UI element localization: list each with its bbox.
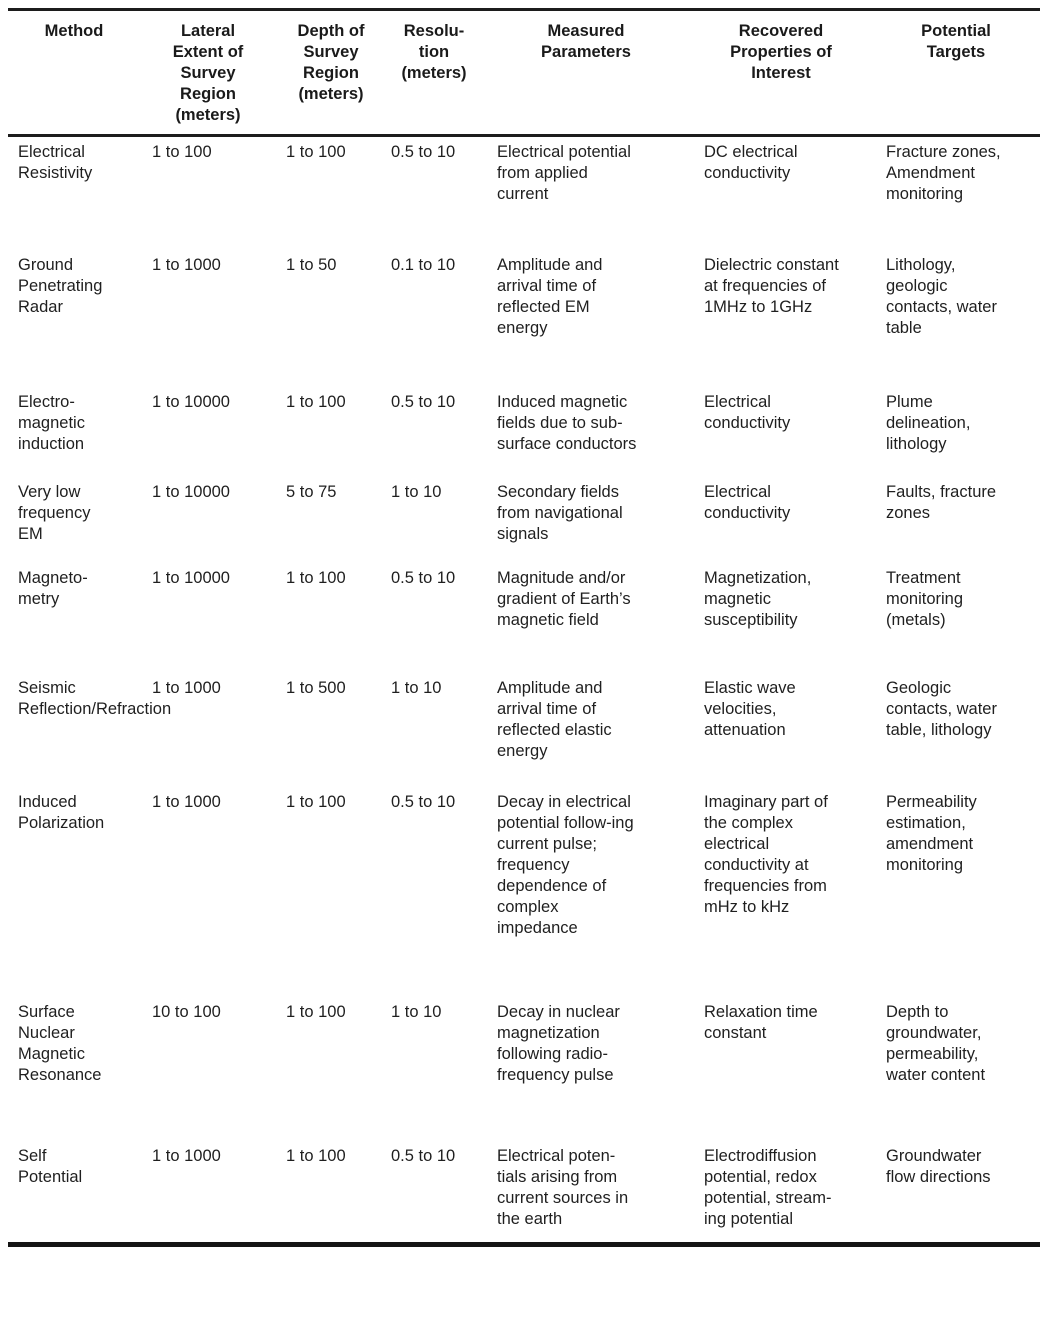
depth-cell: 1 to 100 — [286, 1003, 346, 1021]
recovered-properties-cell: Elastic wave velocities, attenuation — [704, 679, 796, 739]
measured-parameters-cell: Amplitude and arrival time of reflected EM energy — [497, 256, 603, 337]
method-cell: Surface Nuclear Magnetic Resonance — [18, 1003, 102, 1084]
table-header-row — [8, 10, 1040, 136]
measured-parameters-cell: Electrical potential from applied current — [497, 143, 631, 203]
recovered-properties-cell: Electrical conductivity — [704, 483, 791, 522]
measured-parameters-cell: Secondary fields from navigational signals — [497, 483, 623, 543]
measured-parameters-cell: Magnitude and/or gradient of Earth’s magnetic field — [497, 569, 631, 629]
column-header-resolution: Resolu-tion (meters) — [386, 10, 482, 136]
potential-targets-cell: Depth to groundwater, permeability, water content — [886, 1003, 986, 1084]
measured-parameters-cell: Electrical poten-tials arising from current sources in the earth — [497, 1147, 629, 1228]
geophysical-methods-table — [8, 8, 1040, 1247]
table-row-seismic-reflection-refraction — [8, 673, 1040, 787]
table-row-surface-nuclear-magnetic-resonance — [8, 997, 1040, 1141]
table-row-very-low-frequency-em — [8, 477, 1040, 563]
column-header-recovered-properties: Recovered Properties of Interest — [690, 10, 872, 136]
method-cell: Seismic Reflection/Refraction — [18, 679, 172, 718]
resolution-cell: 0.5 to 10 — [391, 569, 456, 587]
recovered-properties-cell: Magnetization, magnetic susceptibility — [704, 569, 812, 629]
lateral-extent-cell: 1 to 1000 — [152, 1147, 221, 1165]
recovered-properties-cell: Electrodiffusion potential, redox potential, stream-ing potential — [704, 1147, 832, 1228]
column-header-measured-parameters: Measured Parameters — [482, 10, 690, 136]
recovered-properties-cell: Relaxation time constant — [704, 1003, 818, 1042]
measured-parameters-cell: Decay in electrical potential follow-ing current pulse; frequency dependence of complex impedance — [497, 793, 634, 937]
potential-targets-cell: Fracture zones, Amendment monitoring — [886, 143, 1001, 203]
potential-targets-cell: Permeability estimation, amendment monitoring — [886, 793, 977, 874]
column-header-lateral-extent: Lateral Extent of Survey Region (meters) — [140, 10, 276, 136]
column-header-method: Method — [8, 10, 140, 136]
recovered-properties-cell: DC electrical conductivity — [704, 143, 798, 182]
potential-targets-cell: Lithology, geologic contacts, water table — [886, 256, 997, 337]
table-row-electromagnetic-induction — [8, 387, 1040, 477]
table-row-ground-penetrating-radar — [8, 250, 1040, 387]
table-row-induced-polarization — [8, 787, 1040, 997]
potential-targets-cell: Plume delineation, lithology — [886, 393, 971, 453]
depth-cell: 5 to 75 — [286, 483, 337, 501]
potential-targets-cell: Geologic contacts, water table, lithology — [886, 679, 997, 739]
table-row-electrical-resistivity — [8, 136, 1040, 251]
depth-cell: 1 to 100 — [286, 569, 346, 587]
depth-cell: 1 to 50 — [286, 256, 337, 274]
method-cell: Ground Penetrating Radar — [18, 256, 103, 316]
resolution-cell: 0.5 to 10 — [391, 143, 456, 161]
resolution-cell: 0.5 to 10 — [391, 793, 456, 811]
resolution-cell: 0.5 to 10 — [391, 393, 456, 411]
method-cell: Electrical Resistivity — [18, 143, 93, 182]
measured-parameters-cell: Amplitude and arrival time of reflected elastic energy — [497, 679, 612, 760]
column-header-potential-targets: Potential Targets — [872, 10, 1040, 136]
depth-cell: 1 to 100 — [286, 1147, 346, 1165]
lateral-extent-cell: 1 to 1000 — [152, 679, 221, 697]
resolution-cell: 1 to 10 — [391, 1003, 442, 1021]
potential-targets-cell: Faults, fracture zones — [886, 483, 997, 522]
depth-cell: 1 to 500 — [286, 679, 346, 697]
method-cell: Self Potential — [18, 1147, 83, 1186]
depth-cell: 1 to 100 — [286, 793, 346, 811]
method-cell: Magneto-metry — [18, 569, 88, 608]
recovered-properties-cell: Dielectric constant at frequencies of 1MHz to 1GHz — [704, 256, 839, 316]
table-row-magnetometry — [8, 563, 1040, 673]
method-cell: Electro-magnetic induction — [18, 393, 85, 453]
depth-cell: 1 to 100 — [286, 393, 346, 411]
table-row-self-potential — [8, 1141, 1040, 1245]
resolution-cell: 0.1 to 10 — [391, 256, 456, 274]
potential-targets-cell: Groundwater flow directions — [886, 1147, 991, 1186]
lateral-extent-cell: 1 to 10000 — [152, 483, 230, 501]
lateral-extent-cell: 1 to 10000 — [152, 569, 230, 587]
recovered-properties-cell: Electrical conductivity — [704, 393, 791, 432]
lateral-extent-cell: 1 to 1000 — [152, 256, 221, 274]
recovered-properties-cell: Imaginary part of the complex electrical conductivity at frequencies from mHz to kHz — [704, 793, 828, 916]
lateral-extent-cell: 1 to 10000 — [152, 393, 230, 411]
measured-parameters-cell: Decay in nuclear magnetization following radio-frequency pulse — [497, 1003, 620, 1084]
depth-cell: 1 to 100 — [286, 143, 346, 161]
resolution-cell: 0.5 to 10 — [391, 1147, 456, 1165]
measured-parameters-cell: Induced magnetic fields due to sub-surface conductors — [497, 393, 637, 453]
method-cell: Induced Polarization — [18, 793, 105, 832]
lateral-extent-cell: 10 to 100 — [152, 1003, 221, 1021]
lateral-extent-cell: 1 to 1000 — [152, 793, 221, 811]
method-cell: Very low frequency EM — [18, 483, 91, 543]
column-header-depth: Depth of Survey Region (meters) — [276, 10, 386, 136]
resolution-cell: 1 to 10 — [391, 483, 442, 501]
lateral-extent-cell: 1 to 100 — [152, 143, 212, 161]
resolution-cell: 1 to 10 — [391, 679, 442, 697]
potential-targets-cell: Treatment monitoring (metals) — [886, 569, 964, 629]
